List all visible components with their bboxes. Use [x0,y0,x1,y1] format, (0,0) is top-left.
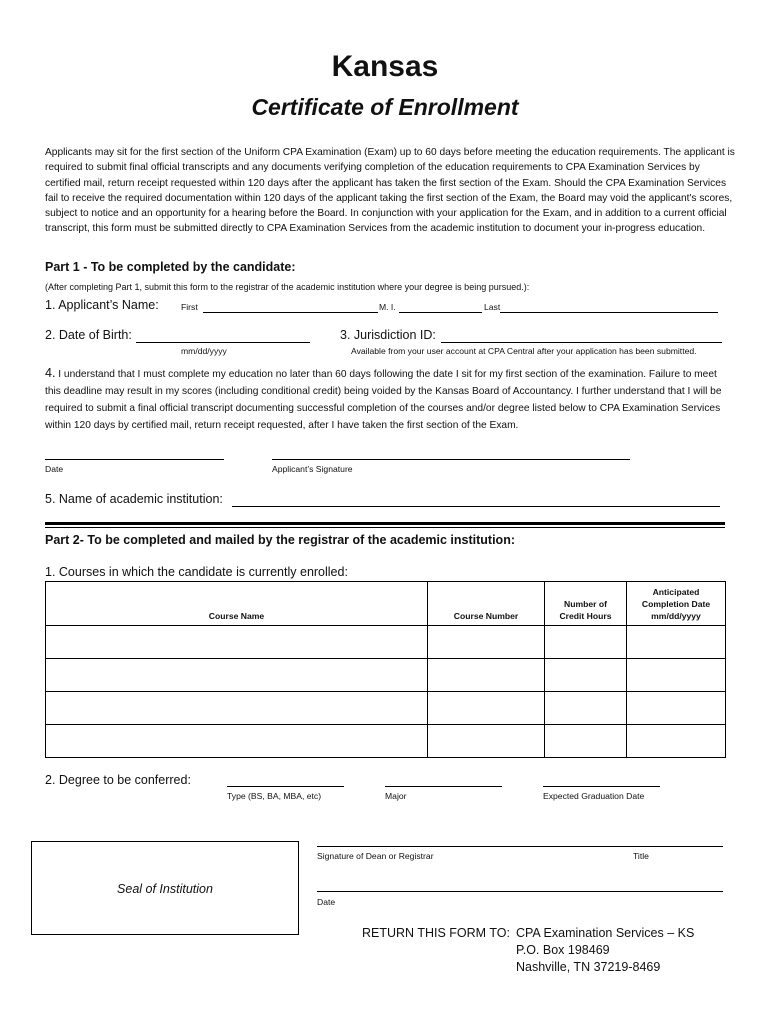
last-name-label: Last [484,302,501,312]
dean-title-label: Title [633,851,649,861]
registrar-date-field[interactable] [317,891,723,892]
graduation-date-field[interactable] [543,786,660,787]
dean-signature-field[interactable] [317,846,723,847]
degree-type-label: Type (BS, BA, MBA, etc) [227,791,322,801]
dob-field[interactable] [136,342,310,343]
major-label: Major [385,791,407,801]
page-title: Kansas [331,50,439,83]
page-subtitle: Certificate of Enrollment [251,94,519,120]
col-credit-hours: Number of Credit Hours [545,582,627,626]
dob-hint: mm/dd/yyyy [181,346,227,356]
return-address-line3: Nashville, TN 37219-8469 [516,960,661,974]
major-field[interactable] [385,786,502,787]
part1-heading: Part 1 - To be completed by the candidate: [45,260,296,274]
section-divider [45,522,725,525]
credit-hours-cell[interactable] [545,692,627,725]
registrar-date-label: Date [317,897,336,907]
graduation-date-label: Expected Graduation Date [543,791,645,801]
jurisdiction-id-label: 3. Jurisdiction ID: [340,328,436,342]
acknowledgement-statement [45,365,735,434]
statement-text: I understand that I must complete my education no later than 60 days following the date I sit for my first section of the examination. Failure to meet this deadline may result in my scores (including conditional credit) being voided by the Kansas Board of Accountancy. I further understand that I will be required to submit a final official transcript documenting successful completion of the courses and/or degree listed below to CPA Examination Services within 120 days by certified mail, return receipt requested, after I have taken the first section of the Exam. [45,369,722,431]
col-course-number: Course Number [428,582,545,626]
completion-date-cell[interactable] [627,725,726,758]
seal-box [31,841,299,935]
last-name-field[interactable] [500,312,718,313]
course-name-cell[interactable] [46,725,428,758]
credit-hours-cell[interactable] [545,626,627,659]
section-divider-thin [45,527,725,528]
table-row [46,725,726,758]
course-number-cell[interactable] [428,725,545,758]
degree-type-field[interactable] [227,786,344,787]
table-row [46,626,726,659]
statement-number: 4. [45,366,56,380]
part1-note: (After completing Part 1, submit this form to the registrar of the academic institution where your degree is being pursued.): [45,282,530,292]
courses-table [45,581,726,758]
degree-label: 2. Degree to be conferred: [45,773,191,787]
dean-signature-label: Signature of Dean or Registrar [317,851,434,861]
course-number-cell[interactable] [428,692,545,725]
applicant-signature-label: Applicant’s Signature [272,464,353,474]
courses-label: 1. Courses in which the candidate is currently enrolled: [45,565,348,579]
completion-date-cell[interactable] [627,626,726,659]
return-address-line1: CPA Examination Services – KS [516,926,695,940]
institution-name-field[interactable] [232,506,720,507]
jurisdiction-id-hint: Available from your user account at CPA Central after your application has been submitted. [351,346,697,356]
table-row [46,692,726,725]
first-name-field[interactable] [203,312,378,313]
seal-label: Seal of Institution [117,882,213,896]
applicant-name-label: 1. Applicant’s Name: [45,298,159,312]
candidate-date-field[interactable] [45,459,224,460]
table-header-row [46,582,726,626]
jurisdiction-id-field[interactable] [441,342,722,343]
candidate-date-label: Date [45,464,64,474]
middle-initial-field[interactable] [399,312,482,313]
credit-hours-cell[interactable] [545,725,627,758]
course-name-cell[interactable] [46,626,428,659]
intro-paragraph: Applicants may sit for the first section of the Uniform CPA Examination (Exam) up to 60 days before meeting the education requirements. The applicant is required to submit final official transcripts and any documents verifying completion of the education requirements to CPA Examination Services by certified mail, return receipt requested within 120 days after the applicant has taken the first section of the Exam. Should the CPA Examination Services fail to receive the required documentation within 120 days of the applicant taking the first section of the Exam, the Board may void the applicant's scores, subject to notice and an opportunity for a hearing before the Board. In conjunction with your application for the Exam, and in addition to a current official transcript, this form must be submitted directly to CPA Examination Services from the academic institution to document your in-progress education. [45,147,735,235]
middle-initial-label: M. I. [379,302,396,312]
dob-label: 2. Date of Birth: [45,328,132,342]
first-name-label: First [181,302,198,312]
part2-heading: Part 2- To be completed and mailed by the registrar of the academic institution: [45,533,515,547]
institution-name-label: 5. Name of academic institution: [45,492,223,506]
return-address-line2: P.O. Box 198469 [516,943,610,957]
table-row [46,659,726,692]
course-name-cell[interactable] [46,659,428,692]
applicant-signature-field[interactable] [272,459,630,460]
course-number-cell[interactable] [428,626,545,659]
return-label: RETURN THIS FORM TO: [362,926,510,940]
credit-hours-cell[interactable] [545,659,627,692]
course-number-cell[interactable] [428,659,545,692]
completion-date-cell[interactable] [627,659,726,692]
course-name-cell[interactable] [46,692,428,725]
col-completion-date: Anticipated Completion Date mm/dd/yyyy [627,582,726,626]
col-course-name: Course Name [46,582,428,626]
completion-date-cell[interactable] [627,692,726,725]
